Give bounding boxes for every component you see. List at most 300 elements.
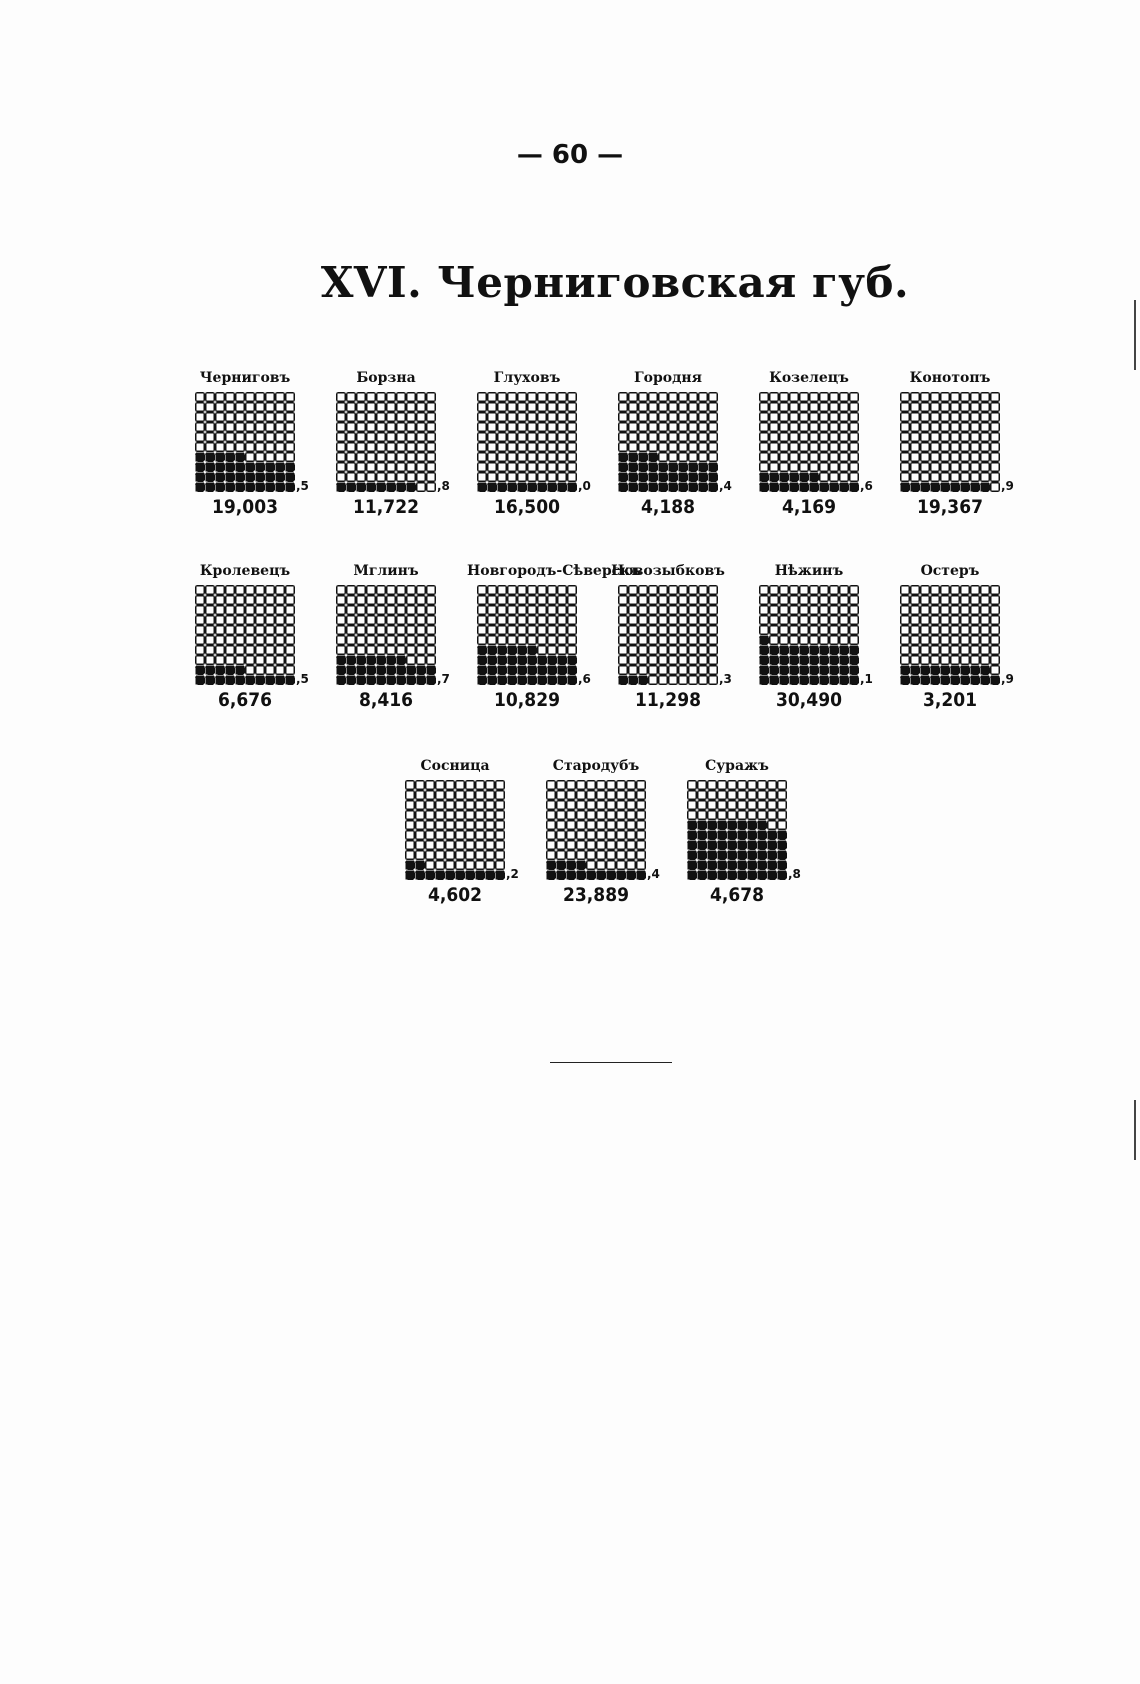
- empty-cell: [567, 821, 576, 830]
- empty-cell: [921, 636, 930, 645]
- empty-cell: [417, 483, 426, 492]
- empty-cell: [246, 646, 255, 655]
- empty-cell: [486, 851, 495, 860]
- empty-cell: [709, 656, 718, 665]
- filled-cell: [931, 666, 940, 675]
- empty-cell: [456, 851, 465, 860]
- empty-cell: [236, 636, 245, 645]
- empty-cell: [659, 596, 668, 605]
- empty-cell: [558, 433, 567, 442]
- empty-cell: [810, 596, 819, 605]
- filled-cell: [931, 483, 940, 492]
- empty-cell: [508, 413, 517, 422]
- filled-cell: [688, 861, 697, 870]
- empty-cell: [820, 473, 829, 482]
- decimal-label: ,8: [788, 867, 801, 881]
- empty-cell: [931, 413, 940, 422]
- district-name: Городня: [633, 370, 703, 386]
- empty-cell: [951, 443, 960, 452]
- empty-cell: [649, 676, 658, 685]
- filled-cell: [830, 656, 839, 665]
- empty-cell: [266, 393, 275, 402]
- empty-cell: [840, 433, 849, 442]
- filled-cell: [256, 676, 265, 685]
- empty-cell: [659, 413, 668, 422]
- empty-cell: [377, 453, 386, 462]
- empty-cell: [830, 453, 839, 462]
- empty-cell: [659, 646, 668, 655]
- empty-cell: [597, 781, 606, 790]
- empty-cell: [478, 606, 487, 615]
- empty-cell: [256, 586, 265, 595]
- empty-cell: [991, 403, 1000, 412]
- filled-cell: [790, 483, 799, 492]
- filled-cell: [196, 666, 205, 675]
- empty-cell: [597, 861, 606, 870]
- empty-cell: [961, 443, 970, 452]
- empty-cell: [498, 596, 507, 605]
- empty-cell: [206, 606, 215, 615]
- empty-cell: [619, 656, 628, 665]
- empty-cell: [699, 616, 708, 625]
- empty-cell: [377, 616, 386, 625]
- empty-cell: [407, 403, 416, 412]
- empty-cell: [568, 443, 577, 452]
- empty-cell: [961, 636, 970, 645]
- empty-cell: [206, 443, 215, 452]
- filled-cell: [276, 473, 285, 482]
- filled-cell: [738, 831, 747, 840]
- empty-cell: [688, 791, 697, 800]
- unit-grid: [618, 585, 718, 685]
- empty-cell: [659, 656, 668, 665]
- empty-cell: [689, 636, 698, 645]
- filled-cell: [728, 861, 737, 870]
- empty-cell: [407, 413, 416, 422]
- empty-cell: [659, 423, 668, 432]
- empty-cell: [709, 596, 718, 605]
- empty-cell: [971, 616, 980, 625]
- empty-cell: [901, 656, 910, 665]
- unit-grid: [405, 780, 505, 880]
- empty-cell: [266, 423, 275, 432]
- empty-cell: [538, 423, 547, 432]
- empty-cell: [357, 626, 366, 635]
- empty-cell: [577, 821, 586, 830]
- empty-cell: [206, 646, 215, 655]
- empty-cell: [427, 403, 436, 412]
- filled-cell: [528, 676, 537, 685]
- filled-cell: [850, 483, 859, 492]
- filled-cell: [397, 656, 406, 665]
- empty-cell: [426, 811, 435, 820]
- filled-cell: [226, 666, 235, 675]
- filled-cell: [659, 463, 668, 472]
- empty-cell: [446, 781, 455, 790]
- empty-cell: [699, 626, 708, 635]
- empty-cell: [991, 616, 1000, 625]
- empty-cell: [901, 423, 910, 432]
- empty-cell: [649, 403, 658, 412]
- empty-cell: [607, 801, 616, 810]
- empty-cell: [276, 423, 285, 432]
- filled-cell: [699, 473, 708, 482]
- empty-cell: [266, 666, 275, 675]
- filled-cell: [778, 841, 787, 850]
- filled-cell: [416, 871, 425, 880]
- filled-cell: [337, 666, 346, 675]
- empty-cell: [508, 473, 517, 482]
- empty-cell: [547, 841, 556, 850]
- empty-cell: [699, 433, 708, 442]
- empty-cell: [446, 851, 455, 860]
- empty-cell: [659, 676, 668, 685]
- empty-cell: [639, 393, 648, 402]
- filled-cell: [758, 861, 767, 870]
- empty-cell: [830, 443, 839, 452]
- filled-cell: [196, 463, 205, 472]
- empty-cell: [951, 433, 960, 442]
- empty-cell: [246, 453, 255, 462]
- empty-cell: [768, 821, 777, 830]
- empty-cell: [649, 433, 658, 442]
- empty-cell: [961, 433, 970, 442]
- empty-cell: [466, 801, 475, 810]
- empty-cell: [558, 443, 567, 452]
- empty-cell: [387, 596, 396, 605]
- empty-cell: [518, 443, 527, 452]
- empty-cell: [931, 606, 940, 615]
- empty-cell: [498, 606, 507, 615]
- empty-cell: [708, 801, 717, 810]
- filled-cell: [568, 656, 577, 665]
- empty-cell: [196, 403, 205, 412]
- empty-cell: [800, 403, 809, 412]
- empty-cell: [790, 403, 799, 412]
- filled-cell: [768, 831, 777, 840]
- empty-cell: [226, 616, 235, 625]
- empty-cell: [486, 811, 495, 820]
- empty-cell: [256, 423, 265, 432]
- empty-cell: [649, 636, 658, 645]
- empty-cell: [377, 433, 386, 442]
- empty-cell: [397, 443, 406, 452]
- empty-cell: [206, 433, 215, 442]
- empty-cell: [496, 841, 505, 850]
- empty-cell: [780, 626, 789, 635]
- filled-cell: [760, 636, 769, 645]
- filled-cell: [486, 871, 495, 880]
- empty-cell: [568, 463, 577, 472]
- empty-cell: [216, 626, 225, 635]
- filled-cell: [961, 666, 970, 675]
- empty-cell: [196, 646, 205, 655]
- empty-cell: [347, 413, 356, 422]
- empty-cell: [266, 656, 275, 665]
- empty-cell: [286, 646, 295, 655]
- filled-cell: [236, 453, 245, 462]
- empty-cell: [981, 453, 990, 462]
- empty-cell: [688, 811, 697, 820]
- empty-cell: [377, 443, 386, 452]
- empty-cell: [236, 606, 245, 615]
- empty-cell: [206, 626, 215, 635]
- empty-cell: [689, 656, 698, 665]
- empty-cell: [417, 423, 426, 432]
- filled-cell: [850, 656, 859, 665]
- empty-cell: [768, 791, 777, 800]
- empty-cell: [649, 616, 658, 625]
- empty-cell: [911, 463, 920, 472]
- empty-cell: [971, 473, 980, 482]
- empty-cell: [689, 676, 698, 685]
- empty-cell: [760, 453, 769, 462]
- empty-cell: [508, 606, 517, 615]
- empty-cell: [961, 596, 970, 605]
- empty-cell: [446, 791, 455, 800]
- filled-cell: [800, 483, 809, 492]
- filled-cell: [567, 861, 576, 870]
- empty-cell: [417, 636, 426, 645]
- filled-cell: [921, 666, 930, 675]
- empty-cell: [577, 841, 586, 850]
- empty-cell: [466, 861, 475, 870]
- empty-cell: [518, 596, 527, 605]
- empty-cell: [639, 413, 648, 422]
- filled-cell: [758, 831, 767, 840]
- filled-cell: [688, 831, 697, 840]
- empty-cell: [276, 596, 285, 605]
- empty-cell: [619, 586, 628, 595]
- filled-cell: [236, 473, 245, 482]
- filled-cell: [850, 676, 859, 685]
- filled-cell: [619, 453, 628, 462]
- filled-cell: [629, 676, 638, 685]
- empty-cell: [709, 443, 718, 452]
- empty-cell: [830, 403, 839, 412]
- filled-cell: [728, 851, 737, 860]
- empty-cell: [426, 801, 435, 810]
- empty-cell: [446, 811, 455, 820]
- empty-cell: [557, 791, 566, 800]
- empty-cell: [557, 851, 566, 860]
- empty-cell: [407, 433, 416, 442]
- empty-cell: [216, 413, 225, 422]
- empty-cell: [206, 636, 215, 645]
- empty-cell: [286, 393, 295, 402]
- empty-cell: [486, 831, 495, 840]
- empty-cell: [941, 616, 950, 625]
- empty-cell: [427, 423, 436, 432]
- filled-cell: [226, 676, 235, 685]
- empty-cell: [901, 403, 910, 412]
- empty-cell: [476, 841, 485, 850]
- empty-cell: [951, 473, 960, 482]
- filled-cell: [236, 666, 245, 675]
- filled-cell: [518, 666, 527, 675]
- empty-cell: [528, 413, 537, 422]
- empty-cell: [286, 606, 295, 615]
- empty-cell: [689, 393, 698, 402]
- filled-cell: [488, 646, 497, 655]
- empty-cell: [931, 443, 940, 452]
- empty-cell: [820, 616, 829, 625]
- empty-cell: [426, 841, 435, 850]
- empty-cell: [236, 413, 245, 422]
- empty-cell: [699, 596, 708, 605]
- filled-cell: [698, 821, 707, 830]
- empty-cell: [770, 586, 779, 595]
- empty-cell: [558, 393, 567, 402]
- empty-cell: [226, 413, 235, 422]
- empty-cell: [699, 646, 708, 655]
- empty-cell: [738, 791, 747, 800]
- empty-cell: [830, 473, 839, 482]
- filled-cell: [488, 666, 497, 675]
- empty-cell: [760, 423, 769, 432]
- empty-cell: [689, 596, 698, 605]
- filled-cell: [508, 666, 517, 675]
- empty-cell: [568, 586, 577, 595]
- empty-cell: [758, 801, 767, 810]
- empty-cell: [357, 596, 366, 605]
- empty-cell: [206, 596, 215, 605]
- empty-cell: [709, 666, 718, 675]
- empty-cell: [679, 646, 688, 655]
- filled-cell: [758, 821, 767, 830]
- empty-cell: [558, 596, 567, 605]
- empty-cell: [226, 393, 235, 402]
- empty-cell: [397, 636, 406, 645]
- empty-cell: [639, 626, 648, 635]
- empty-cell: [669, 616, 678, 625]
- filled-cell: [688, 851, 697, 860]
- empty-cell: [951, 586, 960, 595]
- empty-cell: [627, 801, 636, 810]
- empty-cell: [456, 781, 465, 790]
- empty-cell: [911, 393, 920, 402]
- empty-cell: [476, 791, 485, 800]
- empty-cell: [266, 596, 275, 605]
- empty-cell: [226, 586, 235, 595]
- empty-cell: [981, 423, 990, 432]
- filled-cell: [266, 483, 275, 492]
- empty-cell: [951, 656, 960, 665]
- empty-cell: [347, 606, 356, 615]
- empty-cell: [679, 666, 688, 675]
- empty-cell: [548, 413, 557, 422]
- district-name: Черниговъ: [199, 370, 291, 386]
- empty-cell: [971, 586, 980, 595]
- empty-cell: [639, 423, 648, 432]
- empty-cell: [196, 423, 205, 432]
- filled-cell: [760, 666, 769, 675]
- empty-cell: [397, 646, 406, 655]
- empty-cell: [427, 483, 436, 492]
- empty-cell: [941, 596, 950, 605]
- unit-grid: [759, 392, 859, 492]
- empty-cell: [931, 433, 940, 442]
- empty-cell: [931, 656, 940, 665]
- filled-cell: [931, 676, 940, 685]
- empty-cell: [256, 393, 265, 402]
- empty-cell: [266, 433, 275, 442]
- filled-cell: [689, 463, 698, 472]
- empty-cell: [427, 616, 436, 625]
- empty-cell: [558, 636, 567, 645]
- empty-cell: [196, 606, 205, 615]
- empty-cell: [830, 636, 839, 645]
- empty-cell: [991, 413, 1000, 422]
- empty-cell: [286, 413, 295, 422]
- empty-cell: [236, 403, 245, 412]
- empty-cell: [639, 606, 648, 615]
- empty-cell: [709, 626, 718, 635]
- filled-cell: [921, 676, 930, 685]
- empty-cell: [406, 831, 415, 840]
- filled-cell: [709, 463, 718, 472]
- empty-cell: [991, 473, 1000, 482]
- empty-cell: [709, 616, 718, 625]
- empty-cell: [709, 403, 718, 412]
- decimal-label: ,8: [437, 479, 450, 493]
- empty-cell: [708, 791, 717, 800]
- filled-cell: [436, 871, 445, 880]
- empty-cell: [760, 443, 769, 452]
- empty-cell: [236, 443, 245, 452]
- empty-cell: [921, 646, 930, 655]
- empty-cell: [689, 443, 698, 452]
- empty-cell: [337, 626, 346, 635]
- empty-cell: [921, 423, 930, 432]
- filled-cell: [850, 646, 859, 655]
- empty-cell: [498, 413, 507, 422]
- empty-cell: [397, 626, 406, 635]
- empty-cell: [567, 801, 576, 810]
- empty-cell: [387, 423, 396, 432]
- empty-cell: [941, 443, 950, 452]
- filled-cell: [699, 463, 708, 472]
- filled-cell: [679, 473, 688, 482]
- filled-cell: [718, 851, 727, 860]
- empty-cell: [557, 831, 566, 840]
- empty-cell: [800, 586, 809, 595]
- filled-cell: [498, 646, 507, 655]
- empty-cell: [488, 413, 497, 422]
- empty-cell: [669, 666, 678, 675]
- empty-cell: [286, 403, 295, 412]
- empty-cell: [547, 851, 556, 860]
- empty-cell: [377, 413, 386, 422]
- empty-cell: [941, 433, 950, 442]
- empty-cell: [911, 646, 920, 655]
- filled-cell: [607, 871, 616, 880]
- empty-cell: [486, 821, 495, 830]
- empty-cell: [931, 596, 940, 605]
- empty-cell: [597, 831, 606, 840]
- empty-cell: [911, 403, 920, 412]
- empty-cell: [357, 443, 366, 452]
- empty-cell: [347, 433, 356, 442]
- filled-cell: [196, 676, 205, 685]
- empty-cell: [276, 656, 285, 665]
- filled-cell: [820, 646, 829, 655]
- empty-cell: [357, 393, 366, 402]
- empty-cell: [911, 616, 920, 625]
- empty-cell: [587, 821, 596, 830]
- empty-cell: [830, 586, 839, 595]
- filled-cell: [639, 463, 648, 472]
